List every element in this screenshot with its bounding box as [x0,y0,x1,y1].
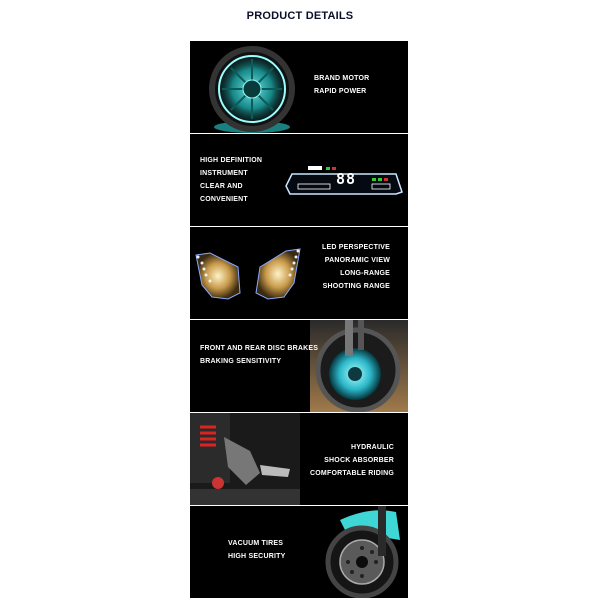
feature-caption-led: LED PERSPECTIVE PANORAMIC VIEW LONG-RANGE SHOOTING RANGE [322,244,390,290]
feature-caption-shock: HYDRAULIC SHOCK ABSORBER COMFORTABLE RIDING [310,444,394,477]
feature-caption-motor: BRAND MOTOR RAPID POWER [314,75,370,95]
feature-caption-brakes: FRONT AND REAR DISC BRAKES BRAKING SENSITIVITY [200,345,319,365]
shock-absorber-icon [190,413,300,505]
feature-panel-tires [190,506,408,598]
headlight-icon [190,227,310,319]
feature-panel-instrument [190,134,408,226]
dashboard-icon [190,134,408,226]
feature-caption-instrument: HIGH DEFINITION INSTRUMENT CLEAR AND CONVENIENT [200,157,263,203]
feature-panel-motor [190,41,408,133]
feature-panel-brakes [190,320,408,412]
feature-caption-tires: VACUUM TIRES HIGH SECURITY [228,540,286,560]
vacuum-tire-icon [190,506,408,598]
dashboard-speed-readout: 88 [336,170,357,188]
motor-wheel-icon [190,41,310,133]
feature-panel-shock [190,413,408,505]
feature-panel-led [190,227,408,319]
page-title: PRODUCT DETAILS [246,10,354,22]
